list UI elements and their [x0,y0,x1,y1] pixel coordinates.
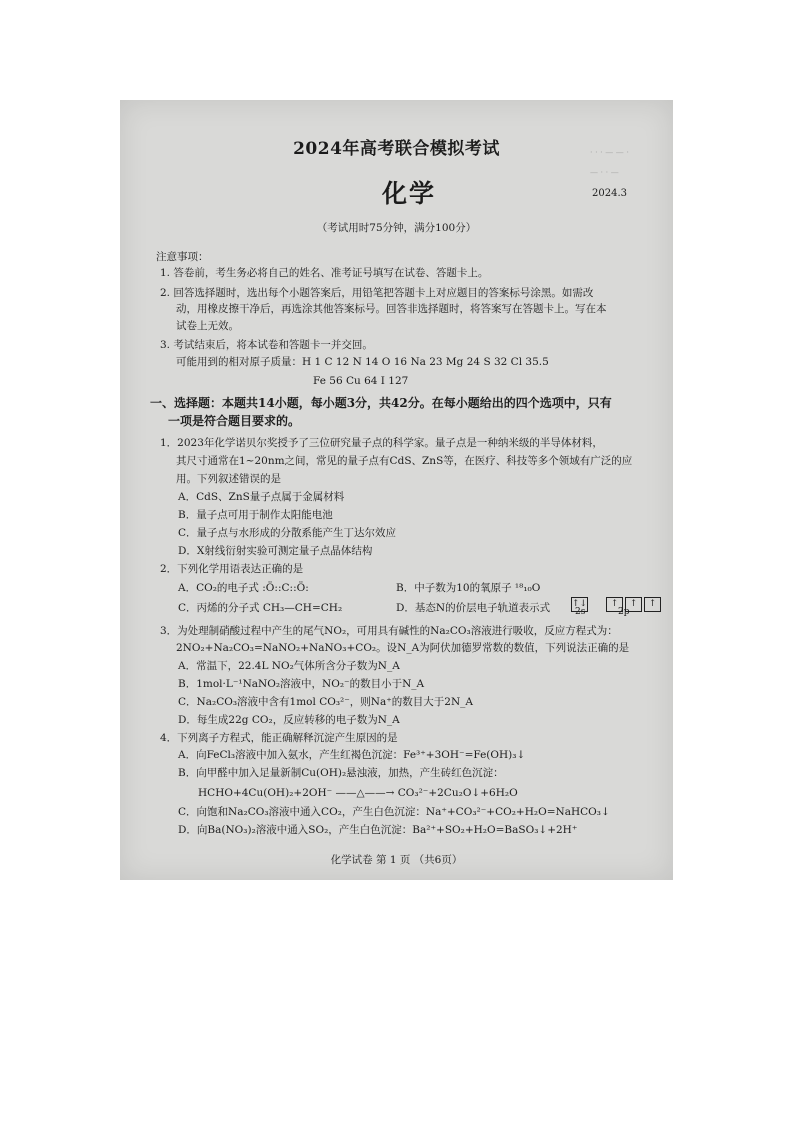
question-2-stem: 2．下列化学用语表达正确的是 [160,563,304,575]
question-4-option-d: D．向Ba(NO₃)₂溶液中通入SO₂，产生白色沉淀：Ba²⁺+SO₂+H₂O=BaSO₃↓+2H⁺ [178,824,578,836]
question-4-option-a: A．向FeCl₃溶液中加入氨水，产生红褐色沉淀：Fe³⁺+3OH⁻=Fe(OH)₃↓ [178,749,526,761]
question-3-option-a: A．常温下，22.4L NO₂气体所含分子数为N_A [178,660,400,672]
question-1-stem: 其尺寸通常在1~20nm之间，常见的量子点有CdS、ZnS等，在医疗、科技等多个领域有广泛的应 [176,455,633,467]
exam-date: 2024.3 [592,188,627,199]
question-4-stem: 4．下列离子方程式，能正确解释沉淀产生原因的是 [160,732,398,744]
question-3-stem: 2NO₂+Na₂CO₃=NaNO₂+NaNO₃+CO₂。设N_A为阿伏加德罗常数的数值，下列说法正确的是 [176,642,630,654]
orbital-box-2p: ↑ [644,597,661,612]
subject-title: 化学 [382,179,437,208]
question-3-stem: 3．为处理制硝酸过程中产生的尾气NO₂，可用具有碱性的Na₂CO₃溶液进行吸收，反应方程式为： [160,625,618,637]
question-3-option-d: D．每生成22g CO₂，反应转移的电子数为N_A [178,714,400,726]
exam-duration: （考试用时75分钟，满分100分） [316,222,477,234]
section-heading [150,394,612,430]
question-4-option-c: C．向饱和Na₂CO₃溶液中通入CO₂，产生白色沉淀：Na⁺+CO₃²⁻+CO₂+H₂O=NaHCO₃↓ [178,806,610,818]
note-item: 2. 回答选择题时，选出每个小题答案后，用铅笔把答题卡上对应题目的答案标号涂黑。如需改 [160,287,594,299]
question-2-option-c: C．丙烯的分子式 CH₃—CH=CH₂ [178,602,343,614]
question-1-option-d: D．X射线衍射实验可测定量子点晶体结构 [178,545,373,557]
question-1-option-b: B．量子点可用于制作太阳能电池 [178,509,333,521]
question-1-stem: 用。下列叙述错误的是 [176,473,281,485]
question-3-option-b: B．1mol·L⁻¹NaNO₂溶液中，NO₂⁻的数目小于N_A [178,678,425,690]
orbital-label-2s: 2s [575,607,586,617]
question-1-option-c: C．量子点与水形成的分散系能产生丁达尔效应 [178,527,397,539]
question-2-option-d: D．基态N的价层电子轨道表示式 [396,602,551,614]
bleed-through-text: · · · — — · [590,148,629,157]
section-heading-line: 一、选择题：本题共14小题，每小题3分，共42分。在每小题给出的四个选项中，只有 [150,396,612,410]
note-item: 3. 考试结束后，将本试卷和答题卡一并交回。 [160,339,373,351]
note-item: 试卷上无效。 [176,320,239,332]
orbital-box-2p: ↑ [625,597,642,612]
orbital-label-2p: 2p [618,607,630,617]
note-item: 动，用橡皮擦干净后，再选涂其他答案标号。回答非选择题时，将答案写在答题卡上。写在本 [176,303,607,315]
question-3-option-c: C．Na₂CO₃溶液中含有1mol CO₃²⁻，则Na⁺的数目大于2N_A [178,696,473,708]
note-item: 1. 答卷前，考生务必将自己的姓名、准考证号填写在试卷、答题卡上。 [160,267,489,279]
atomic-masses: 可能用到的相对原子质量：H 1 C 12 N 14 O 16 Na 23 Mg 24 S 32 Cl 35.5 [176,356,549,368]
question-4-equation: HCHO+4Cu(OH)₂+2OH⁻ ——△——→ CO₃²⁻+2Cu₂O↓+6H₂O [198,787,518,799]
question-1-option-a: A．CdS、ZnS量子点属于金属材料 [178,491,345,503]
question-2-option-b: B．中子数为10的氧原子 ¹⁸₁₀O [396,582,541,594]
orbital-box-2s: ↑↓ [571,597,588,612]
page-footer: 化学试卷 第 1 页 （共6页） [330,854,463,866]
bleed-through-text: — · · — [590,168,619,177]
orbital-box-2p: ↑ [606,597,623,612]
notes-heading: 注意事项： [156,251,209,263]
section-heading-line: 一项是符合题目要求的。 [168,414,301,428]
exam-title: 2024年高考联合模拟考试 [293,139,500,159]
question-1-stem: 1．2023年化学诺贝尔奖授予了三位研究量子点的科学家。量子点是一种纳米级的半导体材料， [160,437,603,449]
question-2-option-a: A．CO₂的电子式 :Ö::C::Ö: [178,582,309,594]
exam-paper [120,100,673,880]
question-4-option-b: B．向甲醛中加入足量新制Cu(OH)₂悬浊液，加热，产生砖红色沉淀： [178,767,504,779]
atomic-masses: Fe 56 Cu 64 I 127 [313,375,409,387]
